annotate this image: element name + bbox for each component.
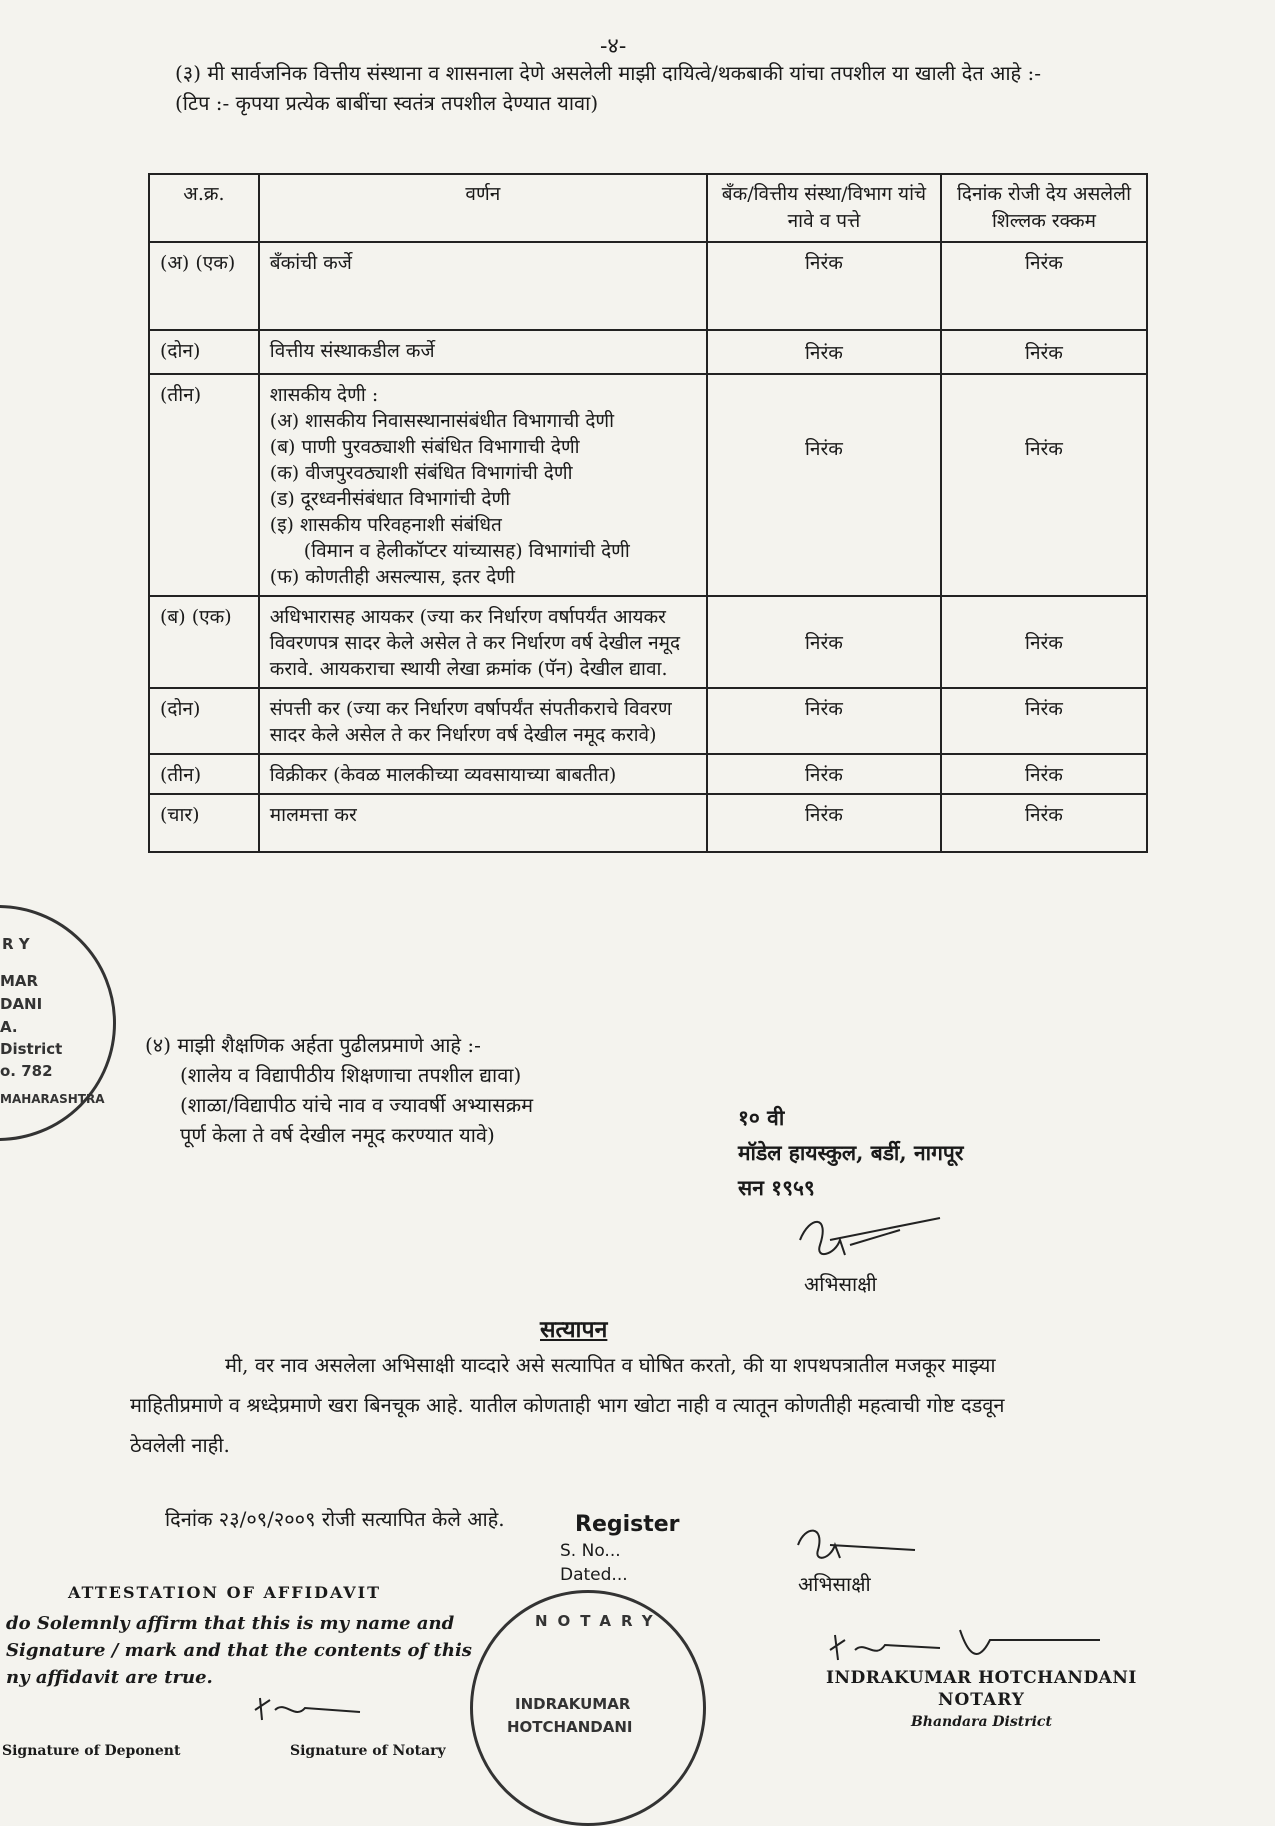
row-amount: निरंक [941,242,1147,330]
notary-seal-text [826,1668,1137,1730]
education-answer [738,1100,963,1205]
education-school: मॉडेल हायस्कुल, बर्डी, नागपूर [738,1140,964,1165]
education-line: पूर्ण केला ते वर्ष देखील नमूद करण्यात यावे) [180,1123,495,1147]
education-class: १० वी [738,1105,785,1130]
attestation-block [0,1583,480,1759]
row-bank: निरंक [707,242,941,330]
liabilities-table [148,173,1148,853]
row-bank: निरंक [707,794,941,852]
row-amount: निरंक [941,596,1147,688]
sub-item: (क) वीजपुरवठ्याशी संबंधित विभागांची देणी [269,462,573,484]
notary-initials [250,1690,370,1730]
row-serial: (तीन) [149,754,259,794]
notary-signature [820,1620,1120,1670]
deponent-signature-1 [790,1210,950,1275]
attestation-line: ny affidavit are true. [6,1667,213,1688]
left-seal-text: MAHARASHTRA [0,1092,105,1106]
attestation-heading: ATTESTATION OF AFFIDAVIT [68,1583,382,1602]
row-amount: निरंक [941,374,1147,596]
table-row [149,330,1147,374]
row-amount: निरंक [941,794,1147,852]
education-line: (शाळा/विद्यापीठ यांचे नाव व ज्यावर्षी अभ्यासक्रम [180,1093,534,1117]
education-line: (४) माझी शैक्षणिक अर्हता पुढीलप्रमाणे आहे :- [145,1033,481,1057]
row-bank: निरंक [707,374,941,596]
row-serial: (दोन) [149,688,259,754]
register-title: Register [575,1512,680,1537]
row-serial: (दोन) [149,330,259,374]
left-seal-text: MAR [0,972,39,990]
notary-district: Bhandara District [910,1714,1052,1730]
left-seal-text: R Y [2,935,30,953]
row-description: मालमत्ता कर [259,794,707,852]
row-serial: (ब) (एक) [149,596,259,688]
table-row [149,794,1147,852]
liabilities-intro [175,58,1075,118]
row-description: अधिभारासह आयकर (ज्या कर निर्धारण वर्षापर्यंत आयकर विवरणपत्र सादर केले असेल ते कर निर्धारण वर्ष देखील नमूद करावे. आयकराचा स्थायी लेखा क्रमांक (पॅन) देखील द्यावा. [259,596,707,688]
deponent-signature-caption: Signature of Deponent [2,1743,181,1759]
header-serial: अ.क्र. [149,174,259,242]
sub-item: (विमान व हेलीकॉप्टर यांच्यासह) विभागांची देणी [303,540,630,562]
row-description [259,374,707,596]
verification-title: सत्यापन [540,1316,608,1343]
register-dated: Dated... [560,1565,628,1585]
row-description-title: शासकीय देणी : [269,384,379,406]
table-header-row [149,174,1147,242]
register-sno: S. No... [560,1541,621,1561]
left-seal-text: District [0,1040,63,1058]
left-seal-text: DANI [0,995,43,1013]
intro-text: (३) मी सार्वजनिक वित्तीय संस्थाना व शासनाला देणे असलेली माझी दायित्वे/थकबाकी यांचा तपशील या खाली देत आहे :- [175,61,1042,85]
row-serial: (चार) [149,794,259,852]
row-bank: निरंक [707,596,941,688]
row-serial: (तीन) [149,374,259,596]
education-line: (शालेय व विद्यापीठीय शिक्षणाचा तपशील द्यावा) [180,1063,522,1087]
education-year: सन १९५९ [738,1175,815,1200]
notary-signature-caption: Signature of Notary [290,1743,446,1759]
attestation-line: Signature / mark and that the contents of this [6,1640,472,1661]
deponent-label-2: अभिसाक्षी [798,1572,871,1596]
intro-note: (टिप :- कृपया प्रत्येक बाबींचा स्वतंत्र तपशील देण्यात यावा) [175,91,599,115]
table-row [149,242,1147,330]
notary-title: NOTARY [937,1690,1025,1710]
left-seal-text: A. [0,1018,18,1036]
row-description: विक्रीकर (केवळ मालकीच्या व्यवसायाच्या बाबतीत) [259,754,707,794]
row-description: बँकांची कर्जे [259,242,707,330]
row-serial: (अ) (एक) [149,242,259,330]
register-stamp [560,1512,680,1585]
sub-item: (फ) कोणतीही असल्यास, इतर देणी [269,566,515,588]
notary-name: INDRAKUMAR HOTCHANDANI [826,1668,1137,1688]
row-bank: निरंक [707,754,941,794]
seal-name-1: INDRAKUMAR [515,1695,631,1713]
verification-date: दिनांक २३/०९/२००९ रोजी सत्यापित केले आहे. [165,1507,505,1531]
row-bank: निरंक [707,330,941,374]
sub-item: (ब) पाणी पुरवठ्याशी संबंधित विभागाची देणी [269,436,580,458]
sub-item: (इ) शासकीय परिवहनाशी संबंधित [269,514,502,536]
table-row [149,754,1147,794]
row-description: संपत्ती कर (ज्या कर निर्धारण वर्षापर्यंत संपतीकराचे विवरण सादर केले असेल ते कर निर्धारण वर्ष देखील नमूद करावे) [259,688,707,754]
header-bank: बँक/वित्तीय संस्था/विभाग यांचे नावे व पत्ते [707,174,941,242]
deponent-signature-2 [790,1520,920,1570]
row-bank: निरंक [707,688,941,754]
row-amount: निरंक [941,330,1147,374]
header-amount: दिनांक रोजी देय असलेली शिल्लक रक्कम [941,174,1147,242]
education-section [145,1030,705,1150]
row-amount: निरंक [941,754,1147,794]
deponent-label: अभिसाक्षी [804,1272,877,1296]
sub-item: (ड) दूरध्वनीसंबंधात विभागांची देणी [269,488,511,510]
verification-body: मी, वर नाव असलेला अभिसाक्षी याव्दारे असे सत्यापित व घोषित करतो, की या शपथपत्रातील मजकूर माझ्या माहितीप्रमाणे व श्रध्देप्रमाणे खरा बिनचूक आहे. यातील कोणताही भाग खोटा नाही व त्यातून कोणतीही महत्वाची गोष्ट दडवून ठेवलेली नाही. [130,1353,1005,1457]
seal-name-2: HOTCHANDANI [507,1718,633,1736]
row-description: वित्तीय संस्थाकडील कर्जे [259,330,707,374]
attestation-line: do Solemnly affirm that this is my name and [6,1613,455,1634]
page-number: -४- [600,34,627,59]
table-row [149,596,1147,688]
seal-notary: NOTARY [535,1612,663,1630]
table-row [149,688,1147,754]
left-seal-text: o. 782 [0,1062,53,1080]
sub-item: (अ) शासकीय निवासस्थानासंबंधीत विभागाची देणी [269,410,615,432]
header-description: वर्णन [259,174,707,242]
table-row [149,374,1147,596]
row-amount: निरंक [941,688,1147,754]
